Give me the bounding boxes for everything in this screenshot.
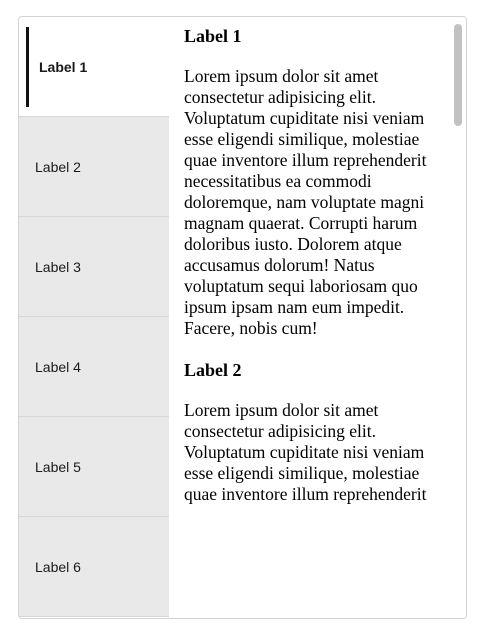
scrollbar-thumb[interactable] [454, 24, 462, 126]
tab-label-2[interactable]: Label 2 [19, 117, 169, 217]
section-body: Lorem ipsum dolor sit amet consectetur adipisicing elit. Voluptatum cupiditate nisi veniam esse eligendi similique, molestiae quae inventore illum reprehenderit necessitatibus ea commodi doloremque, nam voluptate magni magnam quaerat. Corrupti harum doloribus iusto. Dolorem atque accusamus dolorum! Natus voluptatum sequi laboriosam quo ipsum ipsam nam eum impedit. Facere, nobis cum! [184, 66, 427, 338]
tab-content-area [169, 17, 451, 618]
tab-label-4[interactable]: Label 4 [19, 317, 169, 417]
content-section-1 [184, 26, 451, 339]
vertical-tab-list [19, 17, 169, 618]
section-body: Lorem ipsum dolor sit amet consectetur adipisicing elit. Voluptatum cupiditate nisi veniam esse eligendi similique, molestiae quae inventore illum reprehenderit [184, 400, 427, 504]
tab-label-1[interactable]: Label 1 [19, 17, 169, 117]
section-title: Label 2 [184, 360, 242, 380]
content-section-2 [184, 360, 451, 505]
section-title: Label 1 [184, 26, 242, 46]
tab-label-6[interactable]: Label 6 [19, 517, 169, 617]
vertical-scrollbar[interactable] [450, 17, 466, 618]
tabs-panel [18, 16, 467, 619]
tab-label-5[interactable]: Label 5 [19, 417, 169, 517]
tab-label-3[interactable]: Label 3 [19, 217, 169, 317]
